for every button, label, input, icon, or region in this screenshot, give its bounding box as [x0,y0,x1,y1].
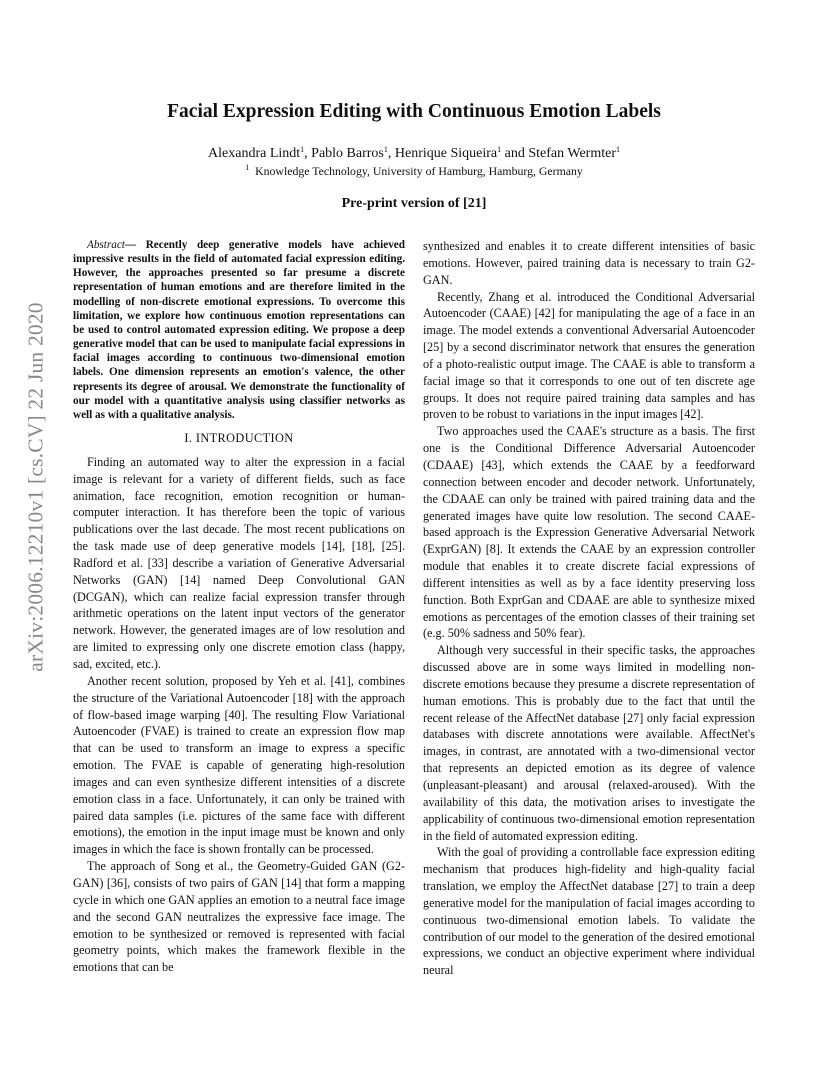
author-name: Stefan Wermter [528,146,616,161]
author-name: Henrique Siqueira [394,146,498,161]
right-column [423,238,755,979]
author-separator: , [304,146,312,161]
abstract [73,238,405,422]
body-paragraph-continued: synthesized and enables it to create different intensities of basic emotions. However, paired training data is necessary to train G2-GAN. [423,239,755,287]
section-heading-introduction [73,430,405,447]
author-affiliation-mark: 1 [615,145,620,154]
body-paragraph: The approach of Song et al., the Geometry-Guided GAN (G2-GAN) [36], consists of two pairs of GAN [14] that form a mapping cycle in which one GAN applies an emotion to a neutral face image and the second GAN neutralizes the expressive face image. The emotion to be synthesized or removed is represented with facial geometry points, which makes the framework flexible in the emotions that can be [73,859,405,975]
body-paragraph: Another recent solution, proposed by Yeh et al. [41], combines the structure of the Variational Autoencoder [18] with the approach of flow-based image warping [40]. The resulting Flow Variational Autoencoder (FVAE) is trained to create an expression flow map that can be used to transform an image to express a specific emotion. The FVAE is capable of generating high-resolution images and can even synthesize different intensities of a discrete emotion class in a face. Unfortunately, it can only be trained with paired data samples (i.e. pictures of the same face with different emotions), the emotion in the input image must be known and only images in which the face is shown frontally can be processed. [73,673,405,857]
arxiv-sidebar-stamp [22,292,50,682]
author-affiliation-mark: 1 [497,145,502,154]
affiliation-mark: 1 [245,163,250,172]
left-column [73,238,405,976]
author-separator: , [387,146,395,161]
preprint-note: Pre-print version of [21] [341,196,487,211]
paper-title: Facial Expression Editing with Continuous Emotion Labels [167,101,661,122]
abstract-label: Abstract [87,239,125,251]
section-heading-text: I. INTRODUCTION [184,431,294,446]
body-paragraph: With the goal of providing a controllable face expression editing mechanism that produces high-fidelity and high-quality facial translation, we employ the AffectNet database [27] to train a deep generative model for the manipulation of facial images according to continuous two-dimensional emotion labels. To validate the contribution of our model to the generation of the desired emotional expressions, we conduct an objective experiment where individual neural [423,845,755,978]
arxiv-identifier: arXiv:2006.12210v1 [cs.CV] 22 Jun 2020 [23,302,48,672]
body-paragraph: Recently, Zhang et al. introduced the Conditional Adversarial Autoencoder (CAAE) [42] for manipulating the age of a face in an image. The model extends a conventional Adversarial Autoencoder [25] by a second discriminator network that ensures the generation of a photo-realistic output image. The CAAE is able to transform a facial image so that it corresponds to one out of ten discrete age groups. It does not require paired training data samples and has proven to be robust to variations in the input images [42]. [423,289,755,422]
body-paragraph: Two approaches used the CAAE's structure as a basis. The first one is the Conditional Difference Adversarial Autoencoder (CDAAE) [43], which extends the CAAE by a feedforward connection between encoder and decoder network. Unfortunately, the CDAAE can only be trained with paired training data and the generated images have quite low resolution. The second CAAE-based approach is the Expression Generative Adversarial Network (ExprGAN) [8]. It extends the CAAE by an expression controller module that enables it to create discrete facial expressions of different intensities as well as by a face identity preserving loss function. Both ExprGan and CDAAE are able to synthesize mixed emotions as percentages of the emotion classes of their training set (e.g. 50% sadness and 50% fear). [423,424,755,641]
author-affiliation-mark: 1 [300,145,305,154]
affiliation-line [0,164,828,179]
author-name: Alexandra Lindt [208,146,301,161]
abstract-text: Recently deep generative models have achieved impressive results in the field of automated facial expression editing. However, the approaches presented so far presume a discrete representation of human emotions and are therefore limited in the modelling of non-discrete emotional expressions. To overcome this limitation, we explore how continuous emotion representations can be used to control automated expression editing. We propose a deep generative model that can be used to manipulate facial expressions in facial images according to continuous two-dimensional emotion labels. One dimension represents an emotion's valence, the other represents its degree of arousal. We demonstrate the functionality of our model with a quantitative analysis using classifier networks as well as with a qualitative analysis. [73,239,405,421]
affiliation-text: Knowledge Technology, University of Hamburg, Hamburg, Germany [255,164,583,178]
abstract-dash: — [124,239,146,251]
author-name: Pablo Barros [311,146,384,161]
author-affiliation-mark: 1 [383,145,388,154]
body-paragraph: Although very successful in their specific tasks, the approaches discussed above are in some ways limited in modelling non-discrete emotions because they presume a discrete representation of human emotions. This is probably due to the fact that until the recent release of the AffectNet database [27] only facial expression databases with discrete annotations were available. AffectNet's images, in contrast, are annotated with a two-dimensional vector that represents an depicted emotion as its degree of valence (unpleasant-pleasant) and arousal (relaxed-aroused). With the availability of this data, the motivation arises to investigate the applicability of continuous two-dimensional emotion representation in the field of automated expression editing. [423,643,755,843]
author-separator: and [501,146,529,161]
body-paragraph: Finding an automated way to alter the expression in a facial image is relevant for a variety of different fields, such as face animation, face recognition, emotion recognition or human-computer interaction. It has therefore been the topic of various publications over the last decade. The most recent publications on the task made use of deep generative models [14], [18], [25]. Radford et al. [33] describe a variation of Generative Adversarial Networks (GAN) [14] named Deep Convolutional GAN (DCGAN), which can realize facial expression transfer through arithmetic operations on the latent input vectors of the generator network. However, the generated images are of low resolution and are limited to expressing only one discrete emotion class (happy, sad, excited, etc.). [73,454,405,671]
author-list [0,146,828,162]
